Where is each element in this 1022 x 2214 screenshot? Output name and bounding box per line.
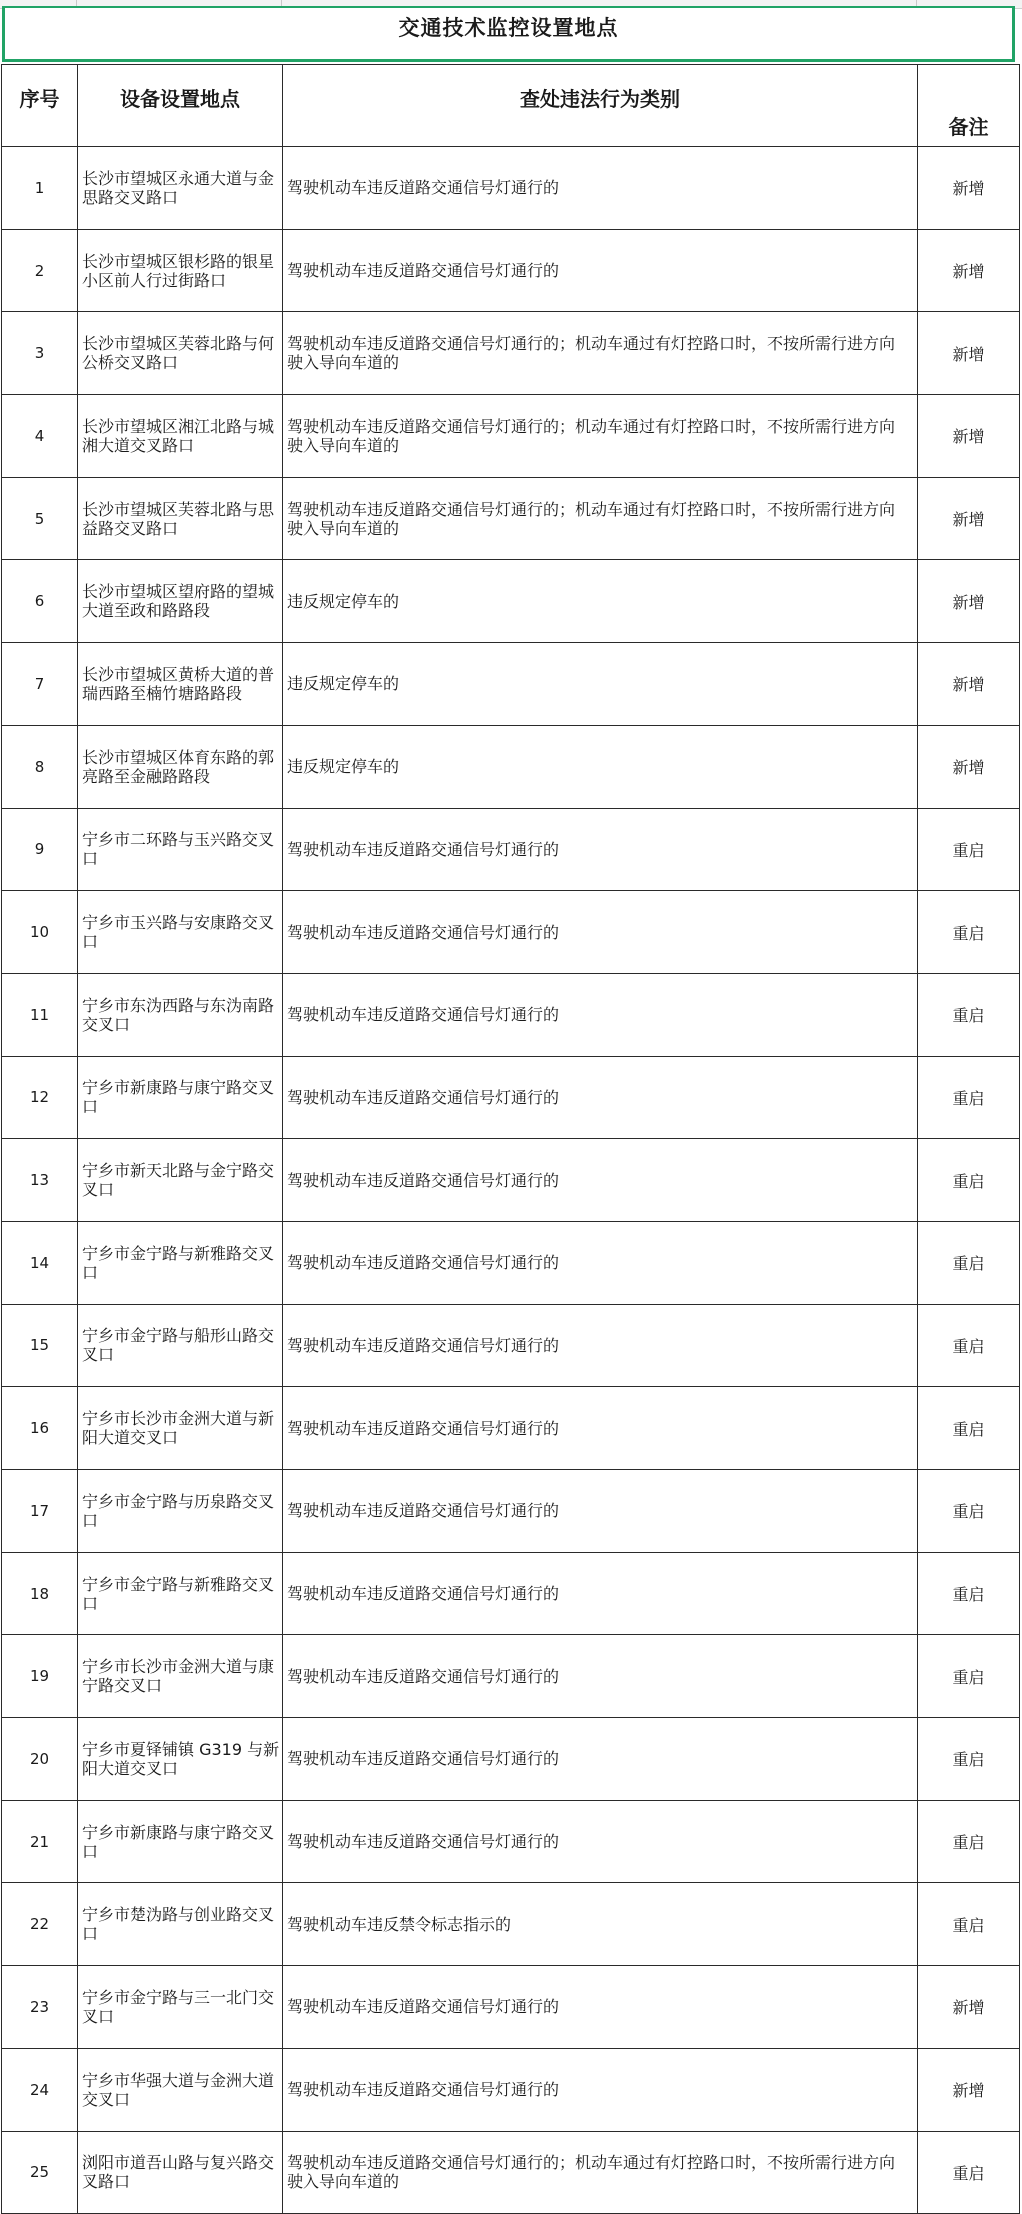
row-location[interactable]: 长沙市望城区黄桥大道的普瑞西路至楠竹塘路路段: [78, 643, 283, 726]
row-location[interactable]: 长沙市望城区芙蓉北路与思益路交叉路口: [78, 477, 283, 560]
table-row: [2, 1139, 1020, 1222]
table-row: [2, 477, 1020, 560]
row-note[interactable]: 新增: [918, 1966, 1020, 2049]
header-row: [2, 65, 1020, 147]
row-note[interactable]: 重启: [918, 1635, 1020, 1718]
row-location[interactable]: 宁乡市金宁路与新雅路交叉口: [78, 1552, 283, 1635]
row-location[interactable]: 宁乡市金宁路与历泉路交叉口: [78, 1470, 283, 1553]
row-violation[interactable]: 驾驶机动车违反道路交通信号灯通行的: [283, 808, 918, 891]
row-note[interactable]: 重启: [918, 1221, 1020, 1304]
row-violation[interactable]: 驾驶机动车违反道路交通信号灯通行的: [283, 1221, 918, 1304]
row-number[interactable]: 23: [2, 1966, 78, 2049]
row-note[interactable]: 重启: [918, 973, 1020, 1056]
table-row: [2, 560, 1020, 643]
row-note[interactable]: 新增: [918, 560, 1020, 643]
row-number[interactable]: 7: [2, 643, 78, 726]
row-violation[interactable]: 驾驶机动车违反道路交通信号灯通行的: [283, 1552, 918, 1635]
row-violation[interactable]: 驾驶机动车违反道路交通信号灯通行的: [283, 973, 918, 1056]
row-location[interactable]: 宁乡市东沩西路与东沩南路交叉口: [78, 973, 283, 1056]
row-location[interactable]: 长沙市望城区银杉路的银星小区前人行过街路口: [78, 229, 283, 312]
monitoring-locations-table: [1, 64, 1020, 2214]
table-row: [2, 1221, 1020, 1304]
row-violation[interactable]: 驾驶机动车违反道路交通信号灯通行的: [283, 2048, 918, 2131]
row-violation[interactable]: 驾驶机动车违反道路交通信号灯通行的；机动车通过有灯控路口时，不按所需行进方向驶入导向车道的: [283, 312, 918, 395]
row-note[interactable]: 新增: [918, 643, 1020, 726]
row-violation[interactable]: 驾驶机动车违反道路交通信号灯通行的: [283, 229, 918, 312]
row-number[interactable]: 4: [2, 395, 78, 478]
row-number[interactable]: 21: [2, 1800, 78, 1883]
row-violation[interactable]: 驾驶机动车违反道路交通信号灯通行的；机动车通过有灯控路口时，不按所需行进方向驶入导向车道的: [283, 2131, 918, 2214]
row-location[interactable]: 宁乡市二环路与玉兴路交叉口: [78, 808, 283, 891]
row-number[interactable]: 19: [2, 1635, 78, 1718]
row-location[interactable]: 长沙市望城区芙蓉北路与何公桥交叉路口: [78, 312, 283, 395]
row-violation[interactable]: 驾驶机动车违反道路交通信号灯通行的: [283, 1139, 918, 1222]
row-location[interactable]: 宁乡市长沙市金洲大道与新阳大道交叉口: [78, 1387, 283, 1470]
row-location[interactable]: 宁乡市新天北路与金宁路交叉口: [78, 1139, 283, 1222]
row-violation[interactable]: 驾驶机动车违反道路交通信号灯通行的: [283, 1718, 918, 1801]
table-row: [2, 2131, 1020, 2214]
row-location[interactable]: 长沙市望城区永通大道与金思路交叉路口: [78, 147, 283, 230]
row-number[interactable]: 5: [2, 477, 78, 560]
row-note[interactable]: 重启: [918, 891, 1020, 974]
table-row: [2, 1470, 1020, 1553]
header-no[interactable]: 序号: [2, 65, 78, 147]
table-row: [2, 1304, 1020, 1387]
row-number[interactable]: 14: [2, 1221, 78, 1304]
row-number[interactable]: 18: [2, 1552, 78, 1635]
table-row: [2, 1056, 1020, 1139]
row-number[interactable]: 1: [2, 147, 78, 230]
row-note[interactable]: 重启: [918, 1139, 1020, 1222]
row-note[interactable]: 新增: [918, 725, 1020, 808]
row-location[interactable]: 宁乡市夏铎铺镇 G319 与新阳大道交叉口: [78, 1718, 283, 1801]
row-note[interactable]: 重启: [918, 1387, 1020, 1470]
row-note[interactable]: 重启: [918, 1800, 1020, 1883]
row-number[interactable]: 11: [2, 973, 78, 1056]
row-violation[interactable]: 驾驶机动车违反道路交通信号灯通行的: [283, 1635, 918, 1718]
header-note[interactable]: 备注: [918, 65, 1020, 147]
row-location[interactable]: 宁乡市玉兴路与安康路交叉口: [78, 891, 283, 974]
row-note[interactable]: 重启: [918, 1304, 1020, 1387]
row-location[interactable]: 长沙市望城区体育东路的郭亮路至金融路路段: [78, 725, 283, 808]
row-note[interactable]: 重启: [918, 2131, 1020, 2214]
row-number[interactable]: 22: [2, 1883, 78, 1966]
row-number[interactable]: 25: [2, 2131, 78, 2214]
table-row: [2, 1800, 1020, 1883]
table-row: [2, 891, 1020, 974]
page-title: 交通技术监控设置地点: [398, 16, 619, 40]
row-violation[interactable]: 驾驶机动车违反道路交通信号灯通行的: [283, 1800, 918, 1883]
row-location[interactable]: 宁乡市金宁路与三一北门交叉口: [78, 1966, 283, 2049]
table-row: [2, 1966, 1020, 2049]
row-location[interactable]: 宁乡市新康路与康宁路交叉口: [78, 1800, 283, 1883]
table-row: [2, 229, 1020, 312]
row-number[interactable]: 9: [2, 808, 78, 891]
row-number[interactable]: 16: [2, 1387, 78, 1470]
row-note[interactable]: 新增: [918, 2048, 1020, 2131]
header-location[interactable]: 设备设置地点: [78, 65, 283, 147]
row-violation[interactable]: 违反规定停车的: [283, 643, 918, 726]
table-body: [2, 147, 1020, 2214]
row-violation[interactable]: 驾驶机动车违反道路交通信号灯通行的；机动车通过有灯控路口时，不按所需行进方向驶入导向车道的: [283, 477, 918, 560]
row-violation[interactable]: 驾驶机动车违反禁令标志指示的: [283, 1883, 918, 1966]
header-violation[interactable]: 查处违法行为类别: [283, 65, 918, 147]
table-row: [2, 395, 1020, 478]
row-violation[interactable]: 驾驶机动车违反道路交通信号灯通行的: [283, 1470, 918, 1553]
table-row: [2, 1635, 1020, 1718]
row-violation[interactable]: 驾驶机动车违反道路交通信号灯通行的: [283, 891, 918, 974]
row-number[interactable]: 10: [2, 891, 78, 974]
row-number[interactable]: 2: [2, 229, 78, 312]
row-note[interactable]: 重启: [918, 808, 1020, 891]
row-location[interactable]: 宁乡市楚沩路与创业路交叉口: [78, 1883, 283, 1966]
row-location[interactable]: 浏阳市道吾山路与复兴路交叉路口: [78, 2131, 283, 2214]
selected-title-cell[interactable]: [2, 6, 1015, 62]
row-number[interactable]: 17: [2, 1470, 78, 1553]
table-row: [2, 643, 1020, 726]
row-note[interactable]: 重启: [918, 1470, 1020, 1553]
row-violation[interactable]: 驾驶机动车违反道路交通信号灯通行的: [283, 1966, 918, 2049]
table-row: [2, 725, 1020, 808]
row-number[interactable]: 15: [2, 1304, 78, 1387]
row-location[interactable]: 长沙市望城区望府路的望城大道至政和路路段: [78, 560, 283, 643]
row-violation[interactable]: 驾驶机动车违反道路交通信号灯通行的: [283, 1056, 918, 1139]
row-note[interactable]: 重启: [918, 1552, 1020, 1635]
row-location[interactable]: 宁乡市金宁路与新雅路交叉口: [78, 1221, 283, 1304]
table-row: [2, 1387, 1020, 1470]
row-note[interactable]: 重启: [918, 1718, 1020, 1801]
table-row: [2, 1718, 1020, 1801]
row-violation[interactable]: 驾驶机动车违反道路交通信号灯通行的: [283, 1304, 918, 1387]
row-location[interactable]: 宁乡市新康路与康宁路交叉口: [78, 1056, 283, 1139]
row-location[interactable]: 宁乡市长沙市金洲大道与康宁路交叉口: [78, 1635, 283, 1718]
row-number[interactable]: 8: [2, 725, 78, 808]
row-violation[interactable]: 违反规定停车的: [283, 560, 918, 643]
table-row: [2, 973, 1020, 1056]
table-row: [2, 1552, 1020, 1635]
table-row: [2, 2048, 1020, 2131]
row-note[interactable]: 重启: [918, 1056, 1020, 1139]
row-number[interactable]: 12: [2, 1056, 78, 1139]
table-row: [2, 808, 1020, 891]
row-number[interactable]: 6: [2, 560, 78, 643]
table-row: [2, 312, 1020, 395]
row-violation[interactable]: 驾驶机动车违反道路交通信号灯通行的；机动车通过有灯控路口时，不按所需行进方向驶入导向车道的: [283, 395, 918, 478]
row-location[interactable]: 长沙市望城区湘江北路与城湘大道交叉路口: [78, 395, 283, 478]
row-number[interactable]: 3: [2, 312, 78, 395]
row-number[interactable]: 13: [2, 1139, 78, 1222]
row-location[interactable]: 宁乡市金宁路与船形山路交叉口: [78, 1304, 283, 1387]
table-row: [2, 1883, 1020, 1966]
table-row: [2, 147, 1020, 230]
row-note[interactable]: 新增: [918, 395, 1020, 478]
row-note[interactable]: 新增: [918, 312, 1020, 395]
row-number[interactable]: 24: [2, 2048, 78, 2131]
row-note[interactable]: 新增: [918, 147, 1020, 230]
row-note[interactable]: 重启: [918, 1883, 1020, 1966]
row-violation[interactable]: 驾驶机动车违反道路交通信号灯通行的: [283, 147, 918, 230]
row-note[interactable]: 新增: [918, 229, 1020, 312]
row-note[interactable]: 新增: [918, 477, 1020, 560]
row-violation[interactable]: 驾驶机动车违反道路交通信号灯通行的: [283, 1387, 918, 1470]
row-location[interactable]: 宁乡市华强大道与金洲大道交叉口: [78, 2048, 283, 2131]
row-violation[interactable]: 违反规定停车的: [283, 725, 918, 808]
row-number[interactable]: 20: [2, 1718, 78, 1801]
